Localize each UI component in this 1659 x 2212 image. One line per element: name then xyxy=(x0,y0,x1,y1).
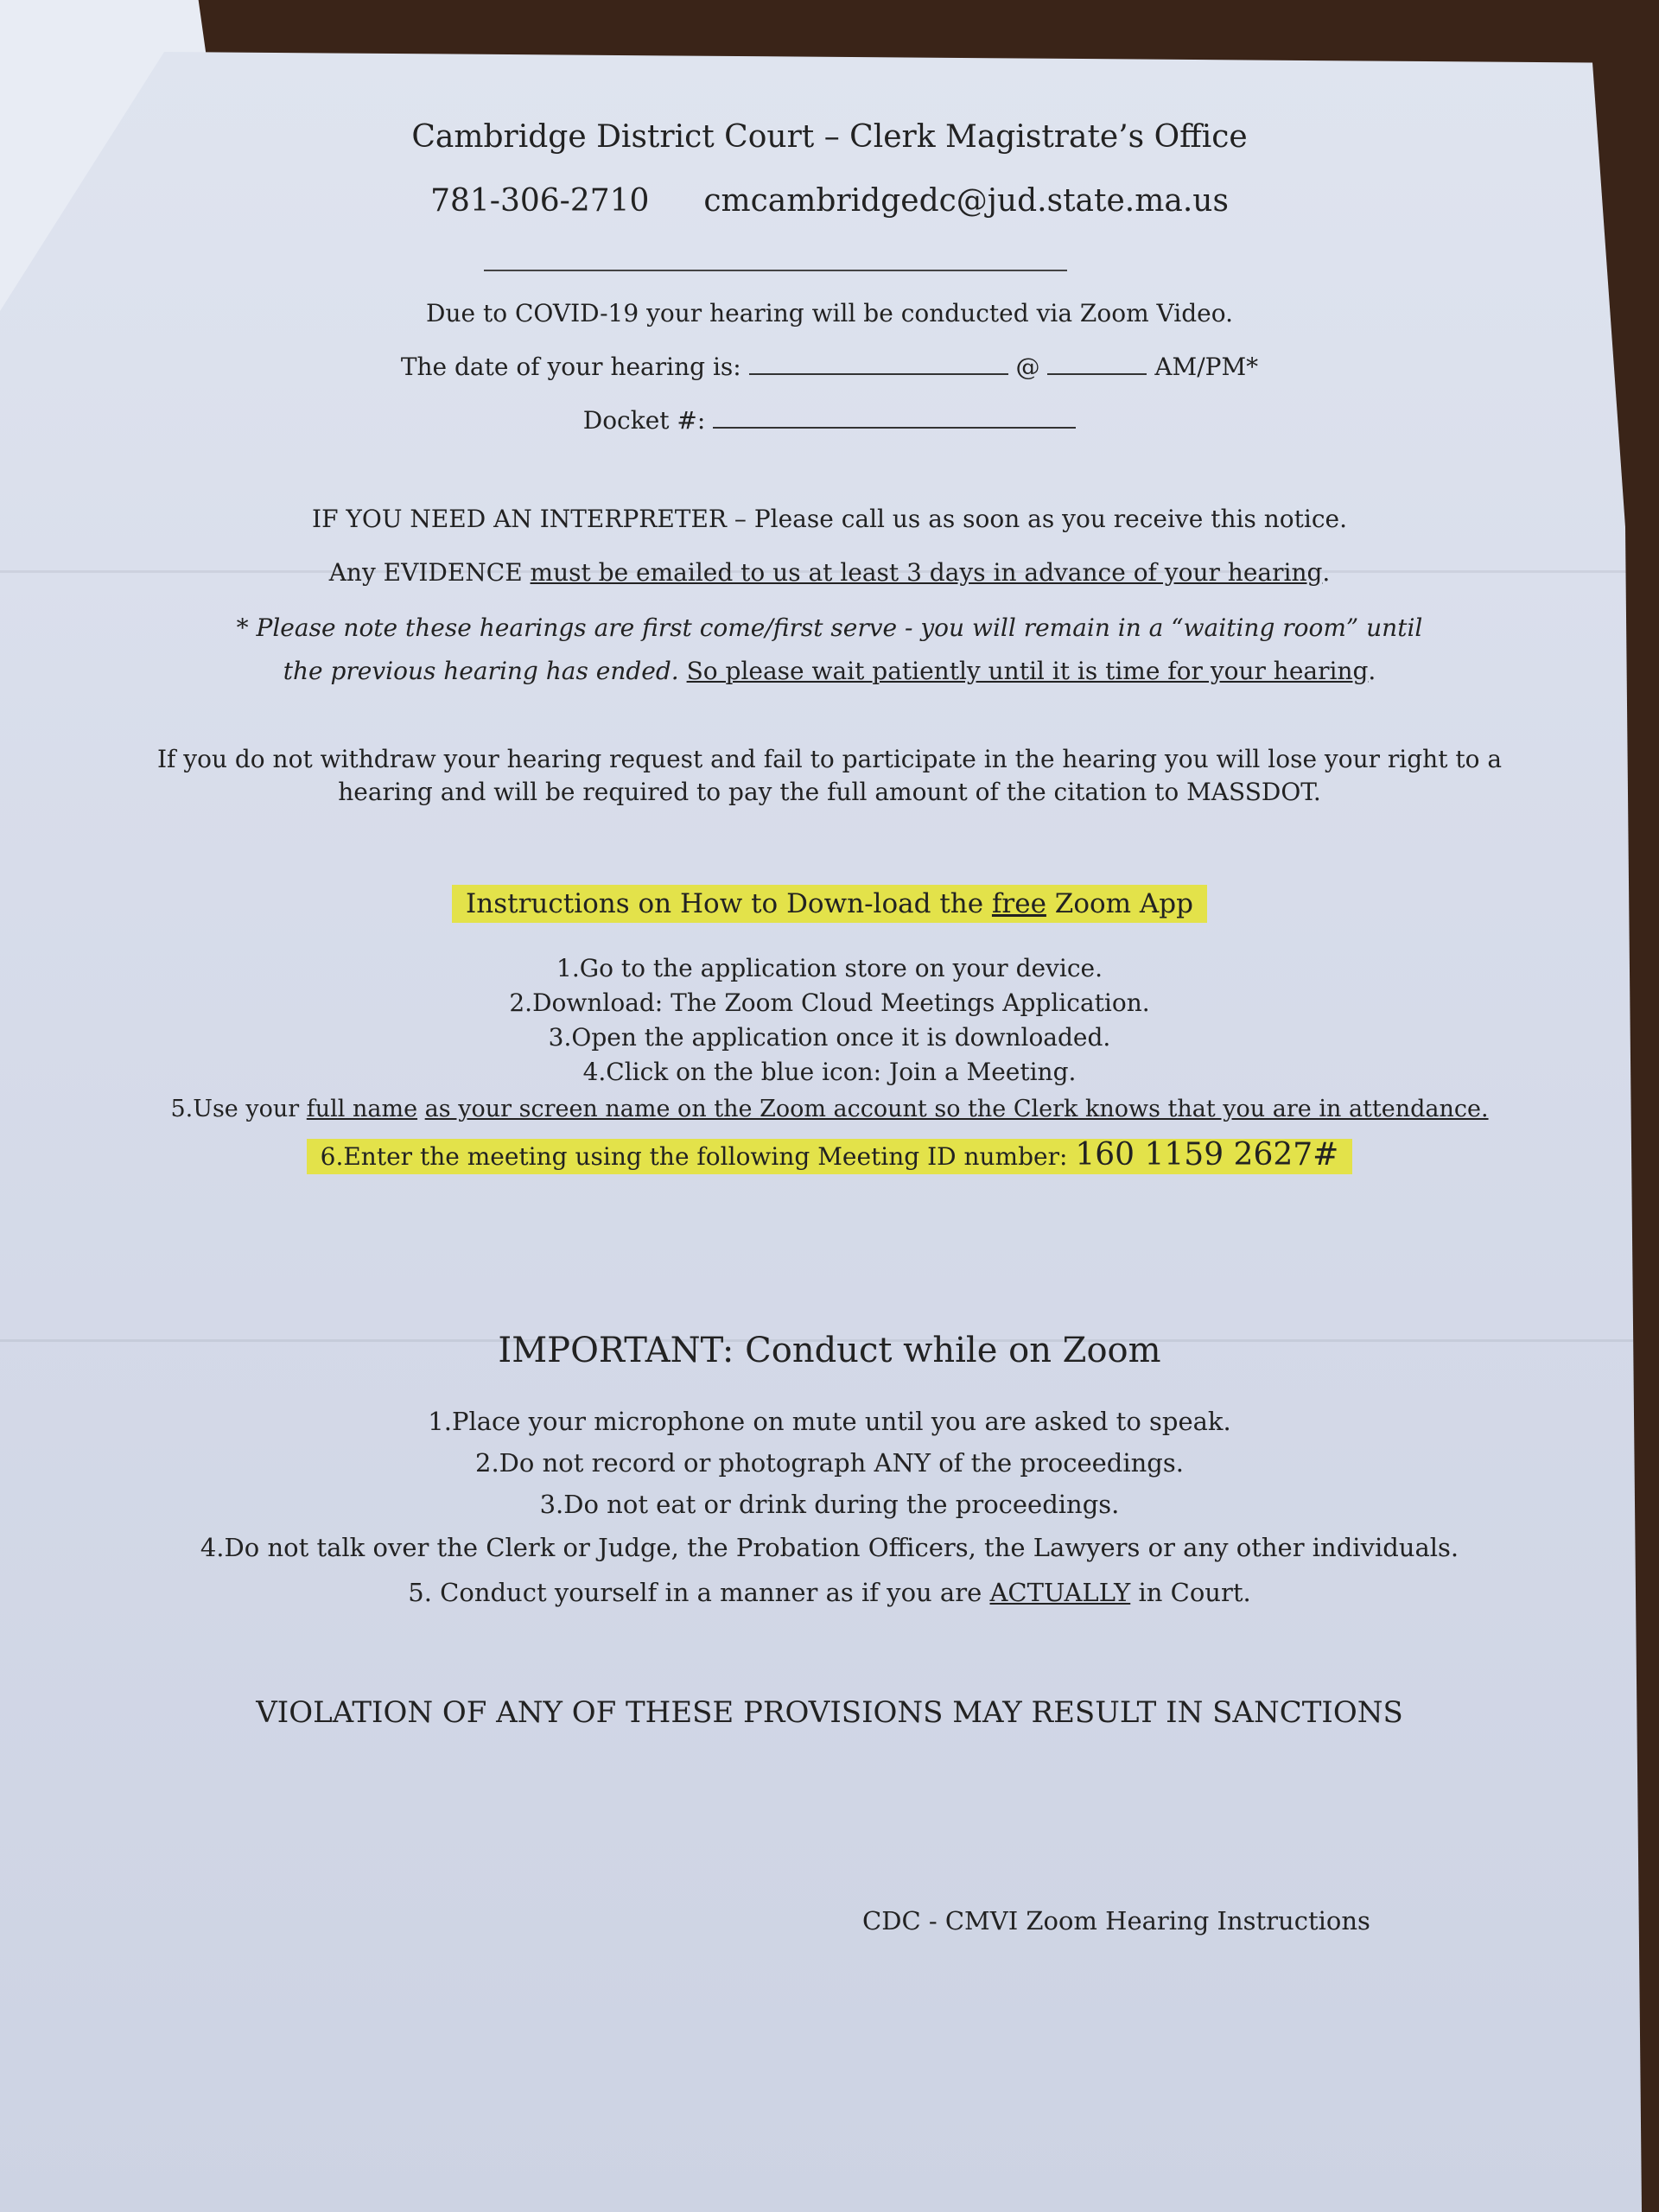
phone-number: 781-306-2710 xyxy=(430,183,650,219)
step5-full-name: full name xyxy=(306,1096,418,1122)
docket-blank xyxy=(713,403,1076,429)
evidence-prefix: Any EVIDENCE xyxy=(328,558,531,587)
interpreter-rest: – Please call us as soon as you receive this notice. xyxy=(727,505,1347,533)
evidence-suffix: . xyxy=(1322,558,1331,587)
header-divider xyxy=(484,270,1067,271)
office-title: Cambridge District Court – Clerk Magistrate’s Office xyxy=(411,119,1248,155)
conduct-rule-1: 1.Place your microphone on mute until you are asked to speak. xyxy=(428,1407,1231,1436)
rule5-actually: ACTUALLY xyxy=(989,1578,1131,1607)
interpreter-heading: IF YOU NEED AN INTERPRETER xyxy=(312,505,728,533)
conduct-heading: IMPORTANT: Conduct while on Zoom xyxy=(498,1331,1161,1370)
footer-label: CDC - CMVI Zoom Hearing Instructions xyxy=(862,1906,1370,1936)
waiting-note-line2 xyxy=(0,657,1659,685)
sanctions-warning: VIOLATION OF ANY OF THESE PROVISIONS MAY RESULT IN SANCTIONS xyxy=(256,1695,1403,1730)
waiting-note-underlined: So please wait patiently until it is time for your hearing xyxy=(686,657,1369,685)
rule5-suffix: in Court. xyxy=(1130,1578,1251,1607)
instructions-heading xyxy=(0,888,1659,919)
at-symbol: @ xyxy=(1015,353,1040,381)
step6-text: 6.Enter the meeting using the following Meeting ID number: xyxy=(320,1142,1076,1171)
conduct-rule-5 xyxy=(0,1578,1659,1607)
instruction-step-4: 4.Click on the blue icon: Join a Meeting. xyxy=(582,1058,1077,1086)
withdraw-warning-line2: hearing and will be required to pay the full amount of the citation to MASSDOT. xyxy=(338,778,1321,806)
instruction-step-1: 1.Go to the application store on your device. xyxy=(556,954,1103,982)
evidence-deadline: must be emailed to us at least 3 days in advance of your hearing xyxy=(530,558,1323,587)
ampm-label: AM/PM* xyxy=(1154,353,1259,381)
step5-gap xyxy=(417,1096,425,1122)
docket-label: Docket #: xyxy=(582,406,706,435)
withdraw-warning-line1: If you do not withdraw your hearing request and fail to participate in the hearing you will lose your right to a xyxy=(156,745,1503,773)
waiting-note-italic: the previous hearing has ended. xyxy=(283,657,687,685)
docket-line xyxy=(0,403,1659,435)
instruction-step-6 xyxy=(0,1137,1659,1173)
evidence-notice xyxy=(0,558,1659,587)
instructions-heading-prefix: Instructions on How to Down-load the xyxy=(466,888,992,919)
instructions-heading-suffix: Zoom App xyxy=(1046,888,1193,919)
interpreter-notice xyxy=(0,505,1659,533)
instruction-step-3: 3.Open the application once it is downloaded. xyxy=(548,1023,1111,1052)
waiting-note-end: . xyxy=(1368,657,1376,685)
hearing-date-line xyxy=(0,349,1659,381)
step5-rest: as your screen name on the Zoom account so the Clerk knows that you are in attendance. xyxy=(424,1096,1489,1122)
instruction-step-5 xyxy=(0,1096,1659,1122)
conduct-rule-4: 4.Do not talk over the Clerk or Judge, the Probation Officers, the Lawyers or any other individuals. xyxy=(200,1533,1459,1562)
date-blank xyxy=(749,349,1008,375)
conduct-rule-2: 2.Do not record or photograph ANY of the proceedings. xyxy=(475,1448,1184,1478)
instruction-step-2: 2.Download: The Zoom Cloud Meetings Application. xyxy=(509,988,1150,1017)
email-address: cmcambridgedc@jud.state.ma.us xyxy=(703,183,1229,219)
instructions-heading-free: free xyxy=(991,888,1046,919)
meeting-id: 160 1159 2627# xyxy=(1075,1137,1339,1173)
step5-prefix: 5.Use your xyxy=(170,1096,307,1122)
waiting-note-line1: * Please note these hearings are first come/first serve - you will remain in a “waiting room” until xyxy=(236,613,1423,642)
date-label: The date of your hearing is: xyxy=(400,353,741,381)
covid-notice: Due to COVID-19 your hearing will be conducted via Zoom Video. xyxy=(426,299,1233,327)
contact-line xyxy=(0,183,1659,219)
time-blank xyxy=(1047,349,1147,375)
conduct-rule-3: 3.Do not eat or drink during the proceedings. xyxy=(539,1490,1120,1519)
rule5-prefix: 5. Conduct yourself in a manner as if you are xyxy=(408,1578,990,1607)
